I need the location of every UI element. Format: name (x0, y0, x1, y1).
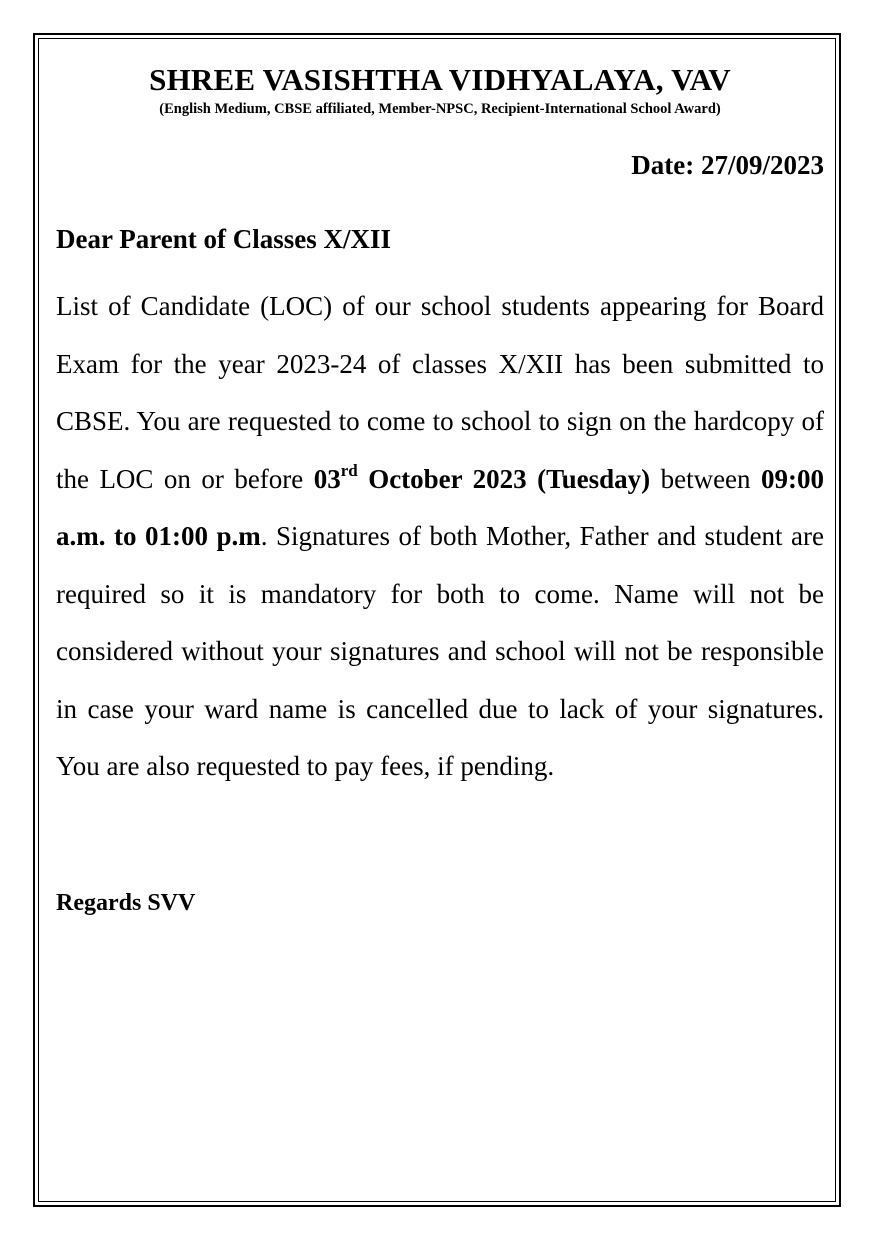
notice-date: Date: 27/09/2023 (631, 150, 824, 180)
body-part-3: . Signatures of both Mother, Father and student are required so it is mandatory for both to come. Name will not be considered without your signatures and school will not be responsible in case your ward name is cancelled due to lack of your signatures. You are also requested to pay fees, if pending. (56, 521, 825, 781)
time-range: 09:00 a.m. to 01:00 p.m (56, 463, 824, 551)
notice-document (56, 60, 824, 918)
deadline-day: 03 (313, 463, 341, 494)
body-part-2: between (650, 463, 761, 494)
school-subtitle: (English Medium, CBSE affiliated, Member-NPSC, Recipient-International School Award) (159, 101, 721, 117)
notice-body (56, 278, 824, 796)
school-name: SHREE VASISHTHA VIDHYALAYA, VAV (149, 62, 731, 97)
salutation: Dear Parent of Classes X/XII (56, 224, 391, 254)
deadline-date (313, 460, 651, 494)
deadline-suffix: rd (340, 460, 358, 480)
deadline-rest: October 2023 (Tuesday) (357, 463, 651, 494)
body-part-1: List of Candidate (LOC) of our school students appearing for Board Exam for the year 2023-24 of classes X/XII has been submitted to CBSE. You are requested to come to school to sign on the hardcopy of the LOC on or before (56, 291, 824, 494)
closing-signature: Regards SVV (56, 889, 196, 916)
